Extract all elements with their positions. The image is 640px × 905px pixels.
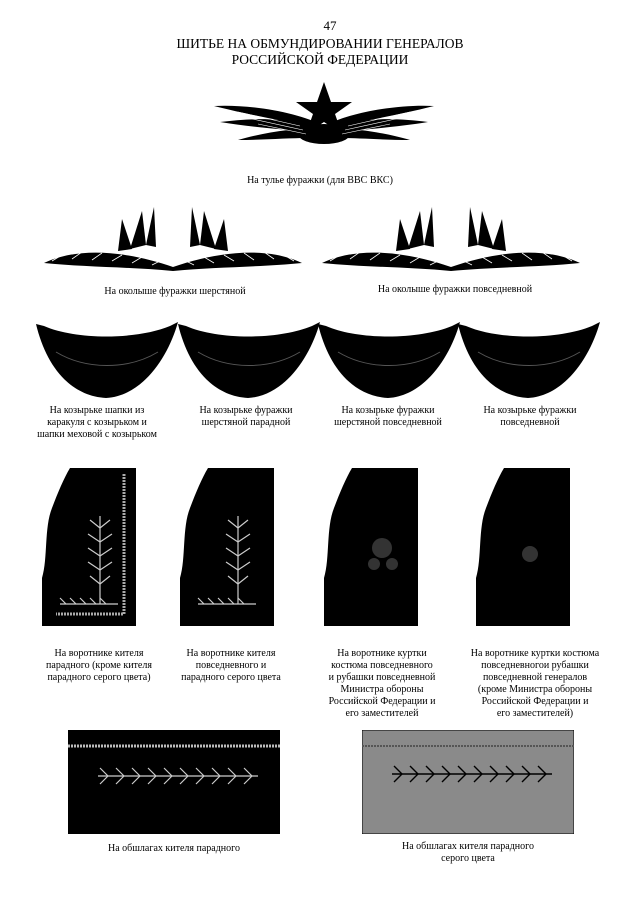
page-title: ШИТЬЕ НА ОБМУНДИРОВАНИИ ГЕНЕРАЛОВ xyxy=(176,36,464,51)
caption-band-everyday: На околыше фуражки повседневной xyxy=(377,284,533,295)
caption-band-wool: На околыше фуражки шерстяной xyxy=(104,286,246,297)
caption-collar-jacket-generals: На воротнике куртки костюма повседневногои рубашки повседневной генералов (кроме Министра обороны Российской Федерации и его заместителей) xyxy=(470,648,600,719)
collar-patch-everyday xyxy=(178,468,278,628)
caption-cuff-parade-grey: На обшлагах кителя парадного серого цвета xyxy=(401,841,535,864)
caption-collar-parade: На воротнике кителя парадного (кроме кителя парадного серого цвета) xyxy=(46,648,152,683)
caption-visor-hat: На козырьке шапки из каракуля с козырьком и шапки меховой с козырьком xyxy=(37,405,157,440)
caption-wings: На тулье фуражки (для ВВС ВКС) xyxy=(247,175,393,186)
caption-visor-everyday: На козырьке фуражки повседневной xyxy=(483,405,577,428)
cuff-embroidery-parade-grey xyxy=(362,730,574,834)
laurel-branch-everyday xyxy=(320,205,582,273)
laurel-branch-wool xyxy=(42,205,304,273)
winged-star-emblem xyxy=(208,82,440,158)
visor-embroidery-hat xyxy=(36,322,178,400)
cuff-embroidery-parade xyxy=(68,730,280,834)
visor-embroidery-wool-parade xyxy=(178,322,320,400)
visor-embroidery-everyday xyxy=(458,322,600,400)
collar-patch-jacket-minister xyxy=(322,468,422,628)
caption-visor-wool-everyday: На козырьке фуражки шерстяной повседневной xyxy=(334,405,442,428)
page-subtitle: РОССИЙСКОЙ ФЕДЕРАЦИИ xyxy=(231,52,409,67)
collar-patch-parade xyxy=(40,468,140,628)
caption-visor-wool-parade: На козырьке фуражки шерстяной парадной xyxy=(199,405,293,428)
collar-patch-jacket-generals xyxy=(474,468,574,628)
caption-collar-jacket-minister: На воротнике куртки костюма повседневного и рубашки повседневной Министра обороны Российской Федерации и его заместителей xyxy=(328,648,436,719)
page-number: 47 xyxy=(323,18,337,33)
caption-collar-everyday: На воротнике кителя повседневного и парадного серого цвета xyxy=(181,648,281,683)
visor-embroidery-wool-everyday xyxy=(318,322,460,400)
caption-cuff-parade: На обшлагах кителя парадного xyxy=(107,843,241,854)
